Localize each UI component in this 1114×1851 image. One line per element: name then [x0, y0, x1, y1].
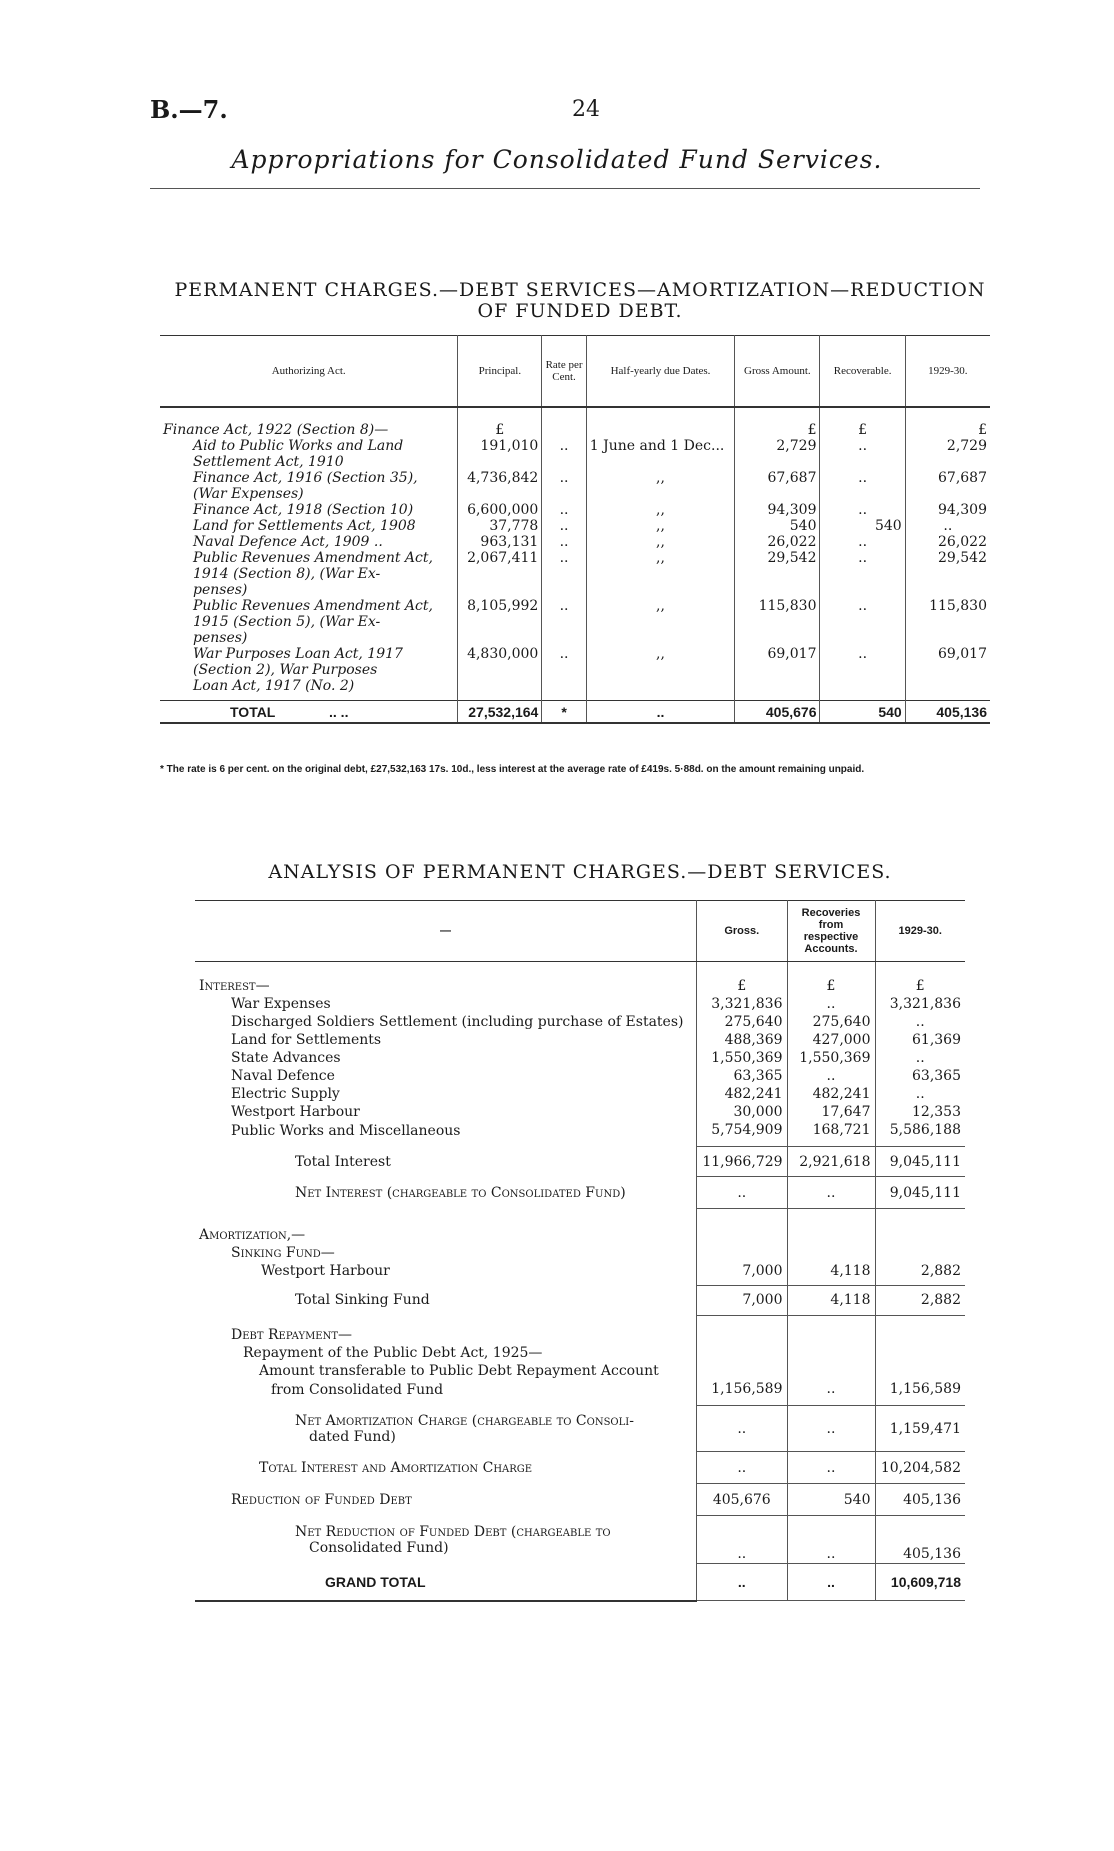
gross-cell: 63,365	[697, 1067, 787, 1085]
recoverable-cell: 540	[820, 518, 905, 534]
rec-cell: 275,640	[787, 1013, 875, 1031]
gross-cell: 3,321,836	[697, 995, 787, 1013]
table-row	[160, 502, 990, 518]
act-line1: Naval Defence Act, 1909 ..	[193, 534, 383, 550]
rec-cell: ..	[787, 1067, 875, 1085]
currency-symbol: £	[735, 407, 820, 438]
total-int-amort-row	[195, 1452, 965, 1484]
rec-cell: 17,647	[787, 1103, 875, 1121]
row-label: Westport Harbour	[195, 1262, 697, 1286]
section1-title	[170, 280, 990, 322]
gross-cell: ..	[697, 1177, 787, 1209]
act-line2: (War Expenses)	[193, 486, 304, 502]
act-line1: Public Revenues Amendment Act,	[193, 598, 433, 614]
amortization-heading: Amortization,—	[195, 1209, 697, 1244]
col-recoverable: Recoverable.	[820, 336, 905, 408]
table-row	[195, 995, 965, 1013]
act-cell	[160, 534, 458, 550]
dates-cell: ,,	[586, 550, 734, 598]
row-label: War Expenses	[195, 995, 697, 1013]
gross-cell: 30,000	[697, 1103, 787, 1121]
analysis-table	[195, 900, 965, 1602]
row-label: Westport Harbour	[195, 1103, 697, 1121]
total-row	[160, 701, 990, 724]
page-number: 24	[572, 97, 600, 122]
dates-cell: ,,	[586, 502, 734, 518]
recoverable-cell: ..	[820, 534, 905, 550]
table-row	[195, 1362, 965, 1380]
net-interest-row	[195, 1177, 965, 1209]
gross-cell: ..	[697, 1516, 787, 1564]
col-rate: Rate per Cent.	[542, 336, 586, 408]
repayment-line1: Repayment of the Public Debt Act, 1925—	[195, 1344, 697, 1362]
repayment-line2: Amount transferable to Public Debt Repayment Account	[195, 1362, 697, 1380]
year-cell: 405,136	[875, 1484, 965, 1516]
act-line2: (Section 2), War Purposes	[193, 662, 378, 678]
rec-cell: ..	[787, 1564, 875, 1601]
total-label: TOTAL	[230, 704, 276, 720]
year-cell: 10,204,582	[875, 1452, 965, 1484]
col-authorizing-act: Authorizing Act.	[160, 336, 458, 408]
dates-cell: ,,	[586, 518, 734, 534]
table-row	[195, 1049, 965, 1067]
act-line3: Loan Act, 1917 (No. 2)	[193, 678, 355, 694]
year-cell: 12,353	[912, 1104, 961, 1120]
year-cell: 1,159,471	[875, 1406, 965, 1452]
section2-title: ANALYSIS OF PERMANENT CHARGES.—DEBT SERVICES.	[268, 861, 892, 883]
rec-cell: ..	[787, 1452, 875, 1484]
net-reduction-line1: Net Reduction of Funded Debt (chargeable to	[295, 1523, 611, 1540]
net-amortization-row	[195, 1406, 965, 1452]
net-amort-line2: dated Fund)	[309, 1428, 396, 1445]
table-row	[195, 962, 965, 996]
gross-cell: ..	[697, 1452, 787, 1484]
gross-cell: 7,000	[697, 1262, 787, 1286]
principal-cell: 4,736,842	[458, 470, 542, 502]
act-cell	[160, 518, 458, 534]
row-label: Total Interest and Amortization Charge	[195, 1452, 697, 1484]
dates-cell: ,,	[586, 534, 734, 550]
gross-cell: 1,550,369	[697, 1049, 787, 1067]
rec-cell: ..	[787, 1406, 875, 1452]
year-cell: 3,321,836	[889, 996, 961, 1012]
title-rule	[150, 188, 980, 189]
rec-cell: ..	[787, 1380, 875, 1406]
year-cell: 115,830	[929, 598, 987, 614]
table-header-row	[195, 901, 965, 962]
rate-cell: ..	[542, 518, 586, 534]
col-year: 1929-30.	[905, 336, 990, 408]
year-cell: 2,729	[946, 438, 987, 454]
row-label: Discharged Soldiers Settlement (including purchase of Estates)	[195, 1013, 697, 1031]
row-label: from Consolidated Fund	[195, 1380, 697, 1406]
currency-symbol: £	[458, 407, 542, 438]
total-interest-row	[195, 1147, 965, 1177]
year-cell: 10,609,718	[875, 1564, 965, 1601]
table-row	[160, 518, 990, 534]
row-label: Land for Settlements	[195, 1031, 697, 1049]
row-label: Net Interest (chargeable to Consolidated Fund)	[195, 1177, 697, 1209]
act-line2: 1914 (Section 8), (War Ex-	[193, 566, 381, 582]
table-row	[160, 438, 990, 470]
col-recoveries: Recoveries from respective Accounts.	[787, 901, 875, 962]
act-line1: Finance Act, 1916 (Section 35),	[193, 470, 418, 486]
row-label: Total Interest	[195, 1147, 697, 1177]
gross-cell: 275,640	[697, 1013, 787, 1031]
total-gross: 405,676	[735, 701, 820, 724]
net-reduction-row	[195, 1516, 965, 1564]
rec-cell: 4,118	[787, 1262, 875, 1286]
rec-cell: ..	[787, 995, 875, 1013]
act-line3: penses)	[193, 630, 248, 646]
act-line2: 1915 (Section 5), (War Ex-	[193, 614, 381, 630]
act-cell	[160, 470, 458, 502]
gross-cell: 29,542	[735, 550, 820, 598]
gross-cell: ..	[697, 1406, 787, 1452]
col-gross: Gross Amount.	[735, 336, 820, 408]
permanent-charges-table	[160, 335, 990, 724]
year-cell: 29,542	[938, 550, 987, 566]
act-line1: War Purposes Loan Act, 1917	[193, 646, 403, 662]
total-label-cell	[160, 701, 458, 724]
page-title: Appropriations for Consolidated Fund Services.	[231, 145, 883, 174]
table-row	[195, 1013, 965, 1031]
currency-symbol: £	[915, 978, 925, 994]
currency-symbol: £	[820, 407, 905, 438]
rate-cell: ..	[542, 534, 586, 550]
dates-cell: ,,	[586, 470, 734, 502]
total-principal: 27,532,164	[458, 701, 542, 724]
reduction-row	[195, 1484, 965, 1516]
total-sinking-row	[195, 1285, 965, 1315]
gross-cell: 26,022	[735, 534, 820, 550]
year-cell: 94,309	[938, 502, 987, 518]
gross-cell: 7,000	[697, 1285, 787, 1315]
debt-repayment-heading: Debt Repayment—	[195, 1315, 697, 1344]
gross-cell: 2,729	[735, 438, 820, 470]
section1-title-line1: PERMANENT CHARGES.—DEBT SERVICES—AMORTIZATION—REDUCTION	[174, 279, 986, 301]
gross-cell: 405,676	[697, 1484, 787, 1516]
gross-cell: 482,241	[697, 1085, 787, 1103]
row-label	[195, 1516, 697, 1564]
table-row	[195, 1085, 965, 1103]
net-amort-line1: Net Amortization Charge (chargeable to Consoli-	[295, 1412, 634, 1429]
total-year: 405,136	[905, 701, 990, 724]
section1-title-line2: OF FUNDED DEBT.	[477, 300, 683, 322]
rate-cell: ..	[542, 438, 586, 470]
rate-cell: ..	[542, 470, 586, 502]
interest-heading	[195, 962, 697, 996]
gross-cell: 94,309	[735, 502, 820, 518]
gross-cell: 67,687	[735, 470, 820, 502]
row-label	[195, 1406, 697, 1452]
year-cell: 5,586,188	[889, 1122, 961, 1138]
gross-cell: 540	[735, 518, 820, 534]
table-row	[160, 598, 990, 646]
table-row	[160, 470, 990, 502]
group-label: Finance Act, 1922 (Section 8)—	[160, 407, 458, 438]
sinking-fund-heading: Sinking Fund—	[195, 1244, 697, 1262]
document-code: B.—7.	[150, 95, 228, 124]
principal-cell: 191,010	[458, 438, 542, 470]
rec-cell: 4,118	[787, 1285, 875, 1315]
table-row	[195, 1121, 965, 1147]
rate-cell: ..	[542, 646, 586, 701]
table-row	[195, 1344, 965, 1362]
table-row	[160, 550, 990, 598]
year-cell: 69,017	[938, 646, 987, 662]
total-recoverable: 540	[820, 701, 905, 724]
total-rate: *	[542, 701, 586, 724]
principal-cell: 6,600,000	[458, 502, 542, 518]
rec-cell: 168,721	[787, 1121, 875, 1147]
act-cell	[160, 438, 458, 470]
act-line1: Public Revenues Amendment Act,	[193, 550, 433, 566]
gross-cell: 115,830	[735, 598, 820, 646]
rate-cell: ..	[542, 550, 586, 598]
recoverable-cell: ..	[820, 646, 905, 701]
principal-cell: 963,131	[458, 534, 542, 550]
row-label: Reduction of Funded Debt	[195, 1484, 697, 1516]
act-cell	[160, 550, 458, 598]
row-label: Naval Defence	[195, 1067, 697, 1085]
table-row	[195, 1262, 965, 1286]
act-cell	[160, 502, 458, 518]
gross-cell: 5,754,909	[697, 1121, 787, 1147]
table-row	[195, 1380, 965, 1406]
year-cell: 405,136	[875, 1516, 965, 1564]
row-label: State Advances	[195, 1049, 697, 1067]
act-line1: Finance Act, 1918 (Section 10)	[193, 502, 414, 518]
rec-cell: ..	[787, 1516, 875, 1564]
year-cell: 9,045,111	[875, 1177, 965, 1209]
dates-cell: ,,	[586, 646, 734, 701]
rec-cell: ..	[787, 1177, 875, 1209]
rec-cell: 427,000	[787, 1031, 875, 1049]
currency-symbol: £	[697, 962, 787, 996]
principal-cell: 37,778	[458, 518, 542, 534]
gross-cell: ..	[697, 1564, 787, 1601]
year-cell: ..	[915, 1086, 925, 1102]
rec-cell: 540	[787, 1484, 875, 1516]
gross-cell: 69,017	[735, 646, 820, 701]
year-cell: 26,022	[938, 534, 987, 550]
rec-cell: 482,241	[787, 1085, 875, 1103]
footnote: * The rate is 6 per cent. on the original debt, £27,532,163 17s. 10d., less interest at the average rate of £419s. 5·88d. on the amount remaining unpaid.	[160, 764, 865, 775]
table-row	[195, 1031, 965, 1049]
currency-symbol: £	[787, 962, 875, 996]
principal-cell: 4,830,000	[458, 646, 542, 701]
recoverable-cell: ..	[820, 502, 905, 518]
recoverable-cell: ..	[820, 438, 905, 470]
act-line1: Aid to Public Works and Land	[193, 438, 404, 454]
col-gross: Gross.	[697, 901, 787, 962]
total-dots: .. ..	[329, 704, 349, 720]
row-label: Total Sinking Fund	[195, 1285, 697, 1315]
act-line1: Land for Settlements Act, 1908	[193, 518, 416, 534]
table-row	[160, 407, 990, 438]
recoverable-cell: ..	[820, 598, 905, 646]
year-cell: 2,882	[875, 1285, 965, 1315]
grand-total-row	[195, 1564, 965, 1601]
dates-cell: 1 June and 1 Dec...	[586, 438, 734, 470]
total-dates: ..	[586, 701, 734, 724]
table-row	[160, 534, 990, 550]
year-cell: 61,369	[912, 1032, 961, 1048]
table-header-row	[160, 336, 990, 408]
recoverable-cell: ..	[820, 550, 905, 598]
table-row	[195, 1244, 965, 1262]
act-cell	[160, 646, 458, 701]
rate-cell: ..	[542, 502, 586, 518]
col-due-dates: Half-yearly due Dates.	[586, 336, 734, 408]
table-row	[195, 1067, 965, 1085]
interest-heading-text: Interest—	[199, 978, 270, 994]
gross-cell: 1,156,589	[697, 1380, 787, 1406]
rec-cell: 1,550,369	[787, 1049, 875, 1067]
table-row	[195, 1315, 965, 1344]
year-cell: ..	[943, 518, 953, 534]
year-cell: 2,882	[920, 1262, 961, 1279]
principal-cell: 2,067,411	[458, 550, 542, 598]
act-line2: Settlement Act, 1910	[193, 454, 344, 470]
year-cell: 67,687	[938, 470, 987, 486]
year-cell: 1,156,589	[889, 1381, 961, 1397]
table-row	[160, 646, 990, 701]
table-row	[195, 1103, 965, 1121]
principal-cell: 8,105,992	[458, 598, 542, 646]
row-label: Public Works and Miscellaneous	[195, 1121, 697, 1147]
row-label: Electric Supply	[195, 1085, 697, 1103]
col-year: 1929-30.	[875, 901, 965, 962]
col-principal: Principal.	[458, 336, 542, 408]
rec-cell: 2,921,618	[787, 1147, 875, 1177]
row-label: GRAND TOTAL	[195, 1564, 697, 1601]
year-cell: ..	[915, 1050, 925, 1066]
currency-symbol: £	[978, 422, 987, 438]
year-cell: 63,365	[912, 1068, 961, 1084]
act-line3: penses)	[193, 582, 248, 598]
rate-cell: ..	[542, 598, 586, 646]
net-reduction-line2: Consolidated Fund)	[309, 1539, 449, 1556]
year-cell: 9,045,111	[875, 1147, 965, 1177]
gross-cell: 11,966,729	[697, 1147, 787, 1177]
recoverable-cell: ..	[820, 470, 905, 502]
dates-cell: ,,	[586, 598, 734, 646]
table-row	[195, 1209, 965, 1244]
gross-cell: 488,369	[697, 1031, 787, 1049]
col-description: —	[195, 901, 697, 962]
act-cell	[160, 598, 458, 646]
year-cell: ..	[915, 1014, 925, 1030]
